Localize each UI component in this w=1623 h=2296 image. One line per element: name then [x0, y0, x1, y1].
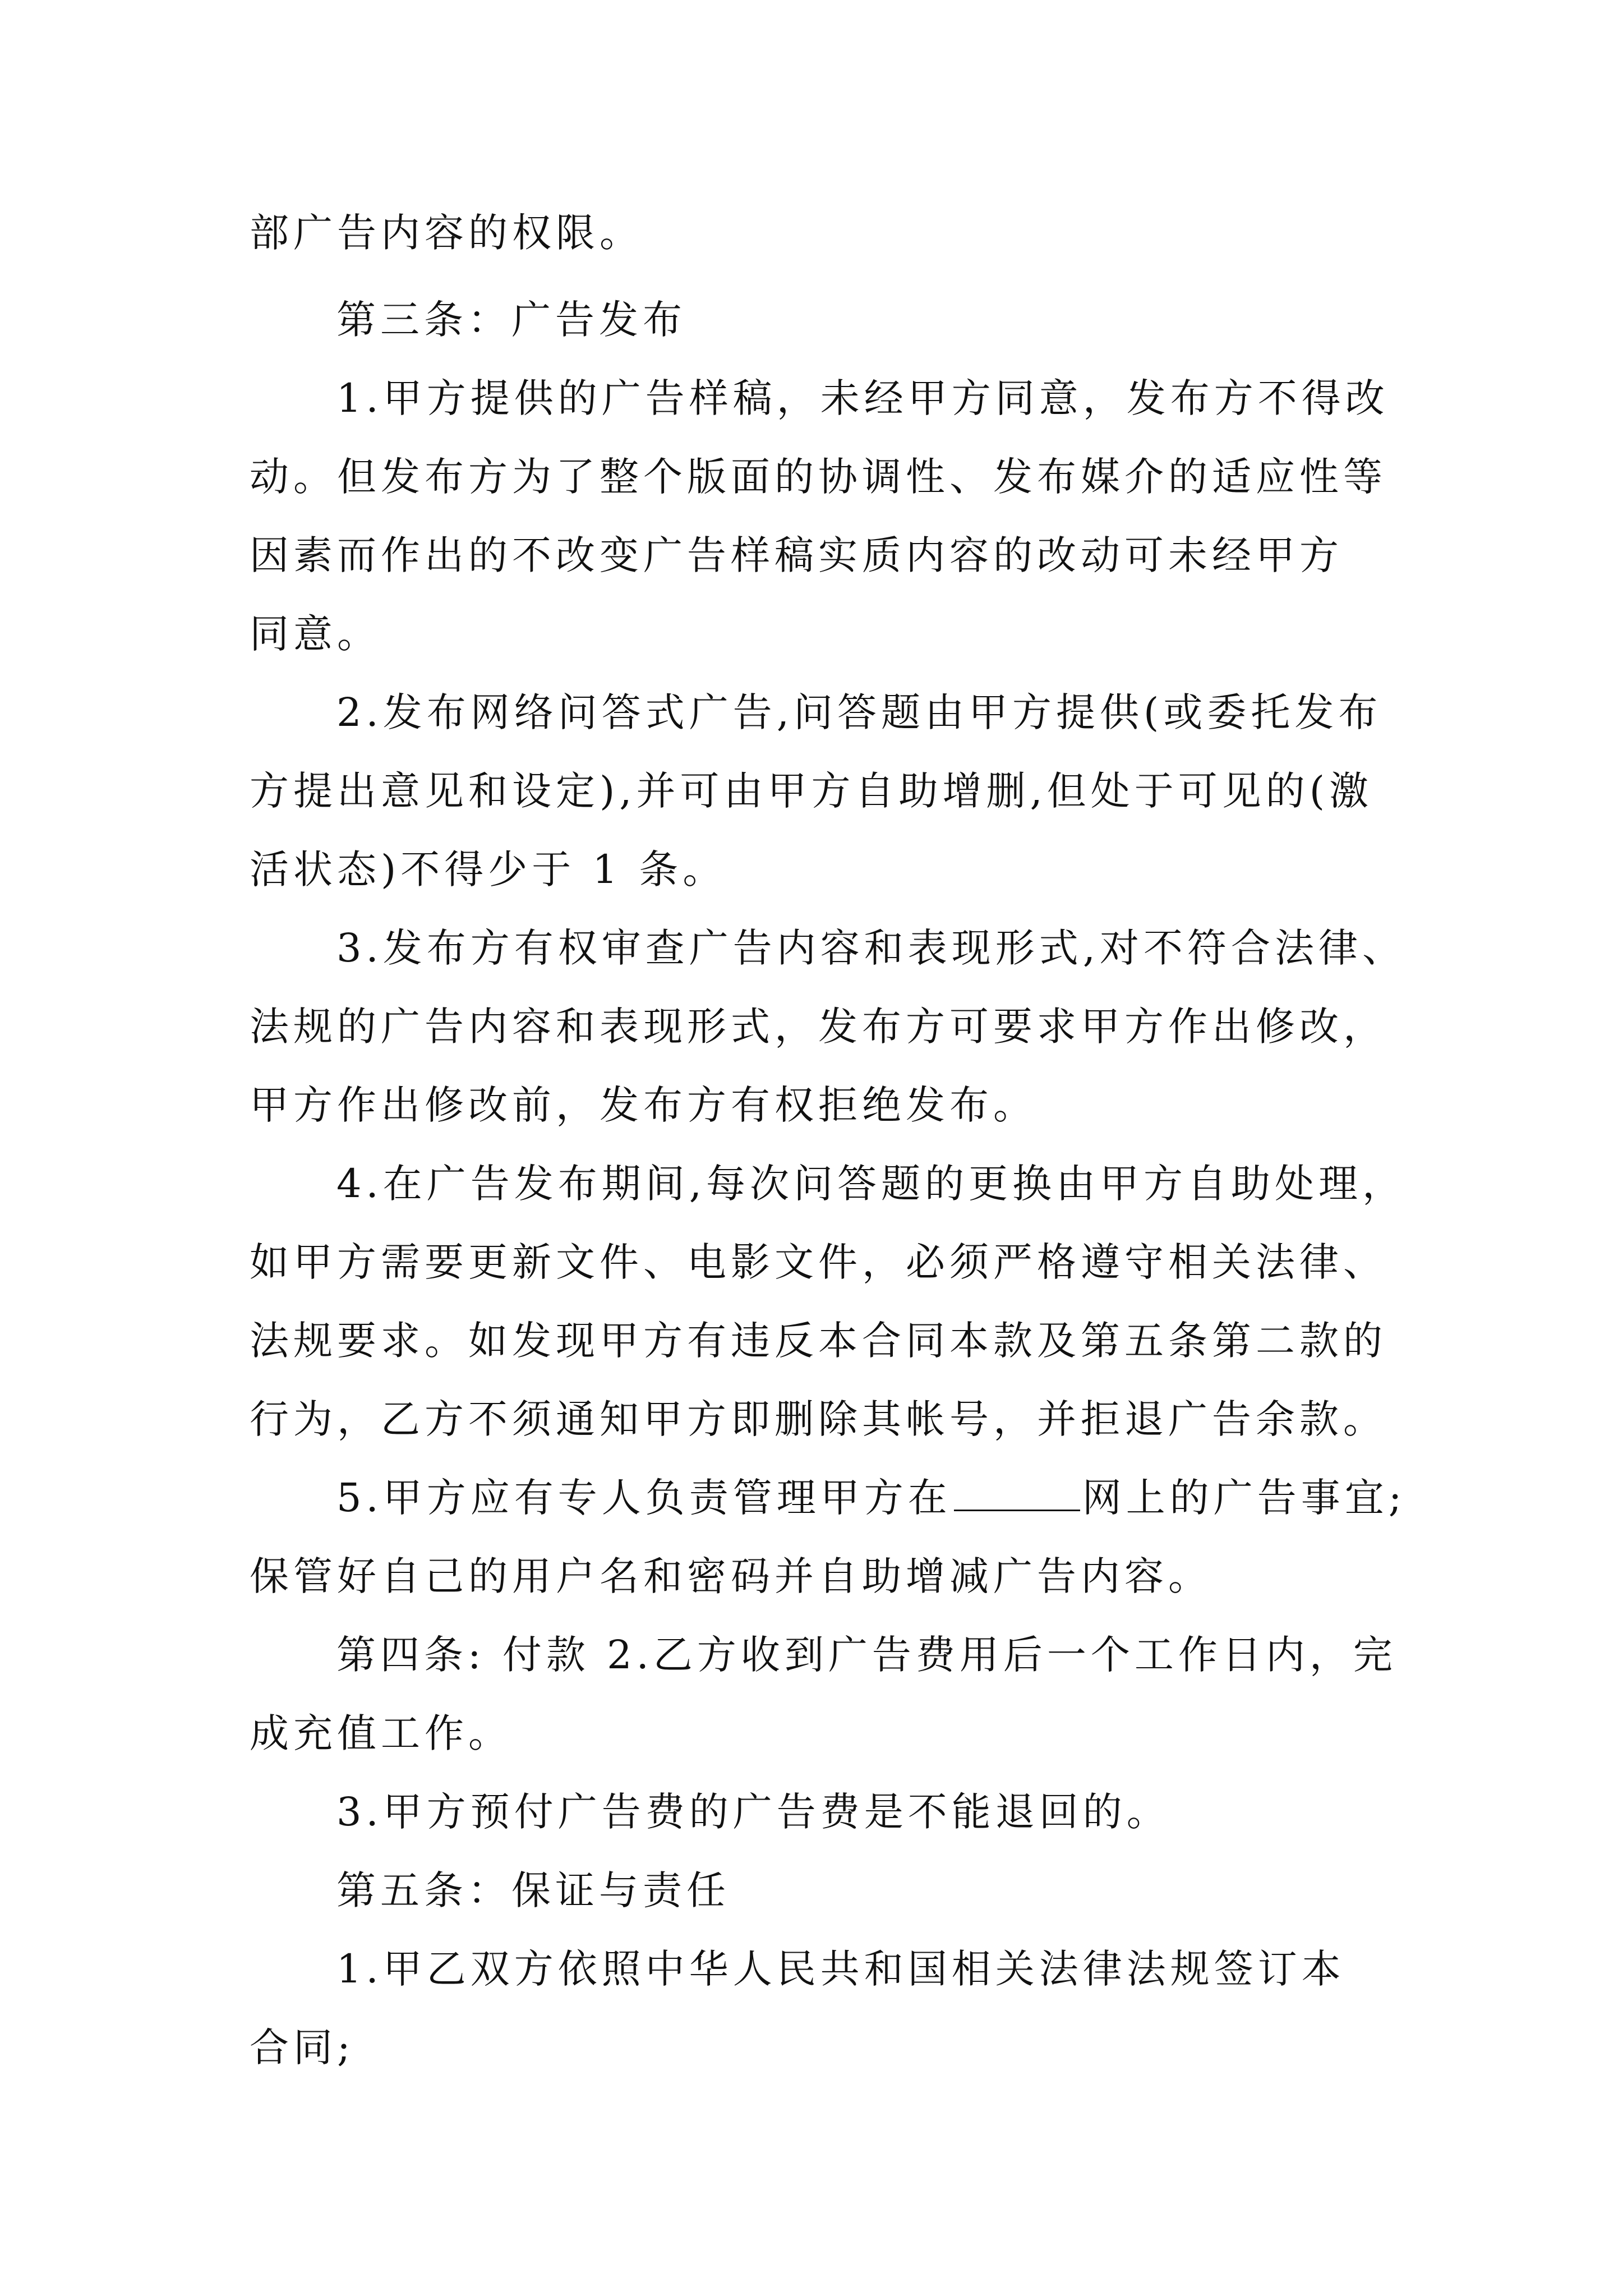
- text-line: 成充值工作。: [250, 1710, 512, 1756]
- text-line: 3.甲方预付广告费的广告费是不能退回的。: [336, 1789, 1170, 1835]
- text-line: 3.发布方有权审查广告内容和表现形式,对不符合法律、: [336, 925, 1407, 971]
- text-line-with-blank: [336, 1467, 1407, 1529]
- text-line: 保管好自己的用户名和密码并自助增减广告内容。: [250, 1553, 1212, 1599]
- text-line: 行为，乙方不须通知甲方即删除其帐号，并拒退广告余款。: [250, 1396, 1387, 1442]
- text-line: 活状态)不得少于 1 条。: [250, 846, 727, 892]
- text-segment: 5.甲方应有专人负责管理甲方在: [336, 1475, 952, 1521]
- text-line: 合同;: [250, 2024, 355, 2070]
- text-line: 同意。: [250, 611, 381, 657]
- text-line: 动。但发布方为了整个版面的协调性、发布媒介的适应性等: [250, 454, 1387, 500]
- article-heading: 第五条：保证与责任: [336, 1867, 730, 1913]
- fill-in-blank: [954, 1476, 1080, 1511]
- text-line: 1.甲乙双方依照中华人民共和国相关法律法规签订本: [336, 1946, 1345, 1992]
- text-line: 法规要求。如发现甲方有违反本合同本款及第五条第二款的: [250, 1318, 1387, 1364]
- text-line: 法规的广告内容和表现形式，发布方可要求甲方作出修改，: [250, 1004, 1387, 1050]
- text-line: 部广告内容的权限。: [250, 210, 643, 256]
- article-heading: 第四条: 付款 2.乙方收到广告费用后一个工作日内，完: [336, 1632, 1397, 1678]
- text-line: 方提出意见和设定),并可由甲方自助增删,但处于可见的(激: [250, 768, 1373, 814]
- article-heading: 第三条：广告发布: [336, 297, 686, 343]
- text-line: 因素而作出的不改变广告样稿实质内容的改动可未经甲方: [250, 532, 1343, 578]
- text-segment: 网上的广告事宜;: [1082, 1475, 1407, 1521]
- text-line: 2.发布网络问答式广告,问答题由甲方提供(或委托发布: [336, 689, 1382, 735]
- text-line: 甲方作出修改前，发布方有权拒绝发布。: [250, 1082, 1037, 1128]
- text-line: 如甲方需要更新文件、电影文件，必须严格遵守相关法律、: [250, 1239, 1387, 1285]
- text-line: 4.在广告发布期间,每次问答题的更换由甲方自助处理，: [336, 1161, 1407, 1207]
- text-line: 1.甲方提供的广告样稿，未经甲方同意，发布方不得改: [336, 375, 1389, 421]
